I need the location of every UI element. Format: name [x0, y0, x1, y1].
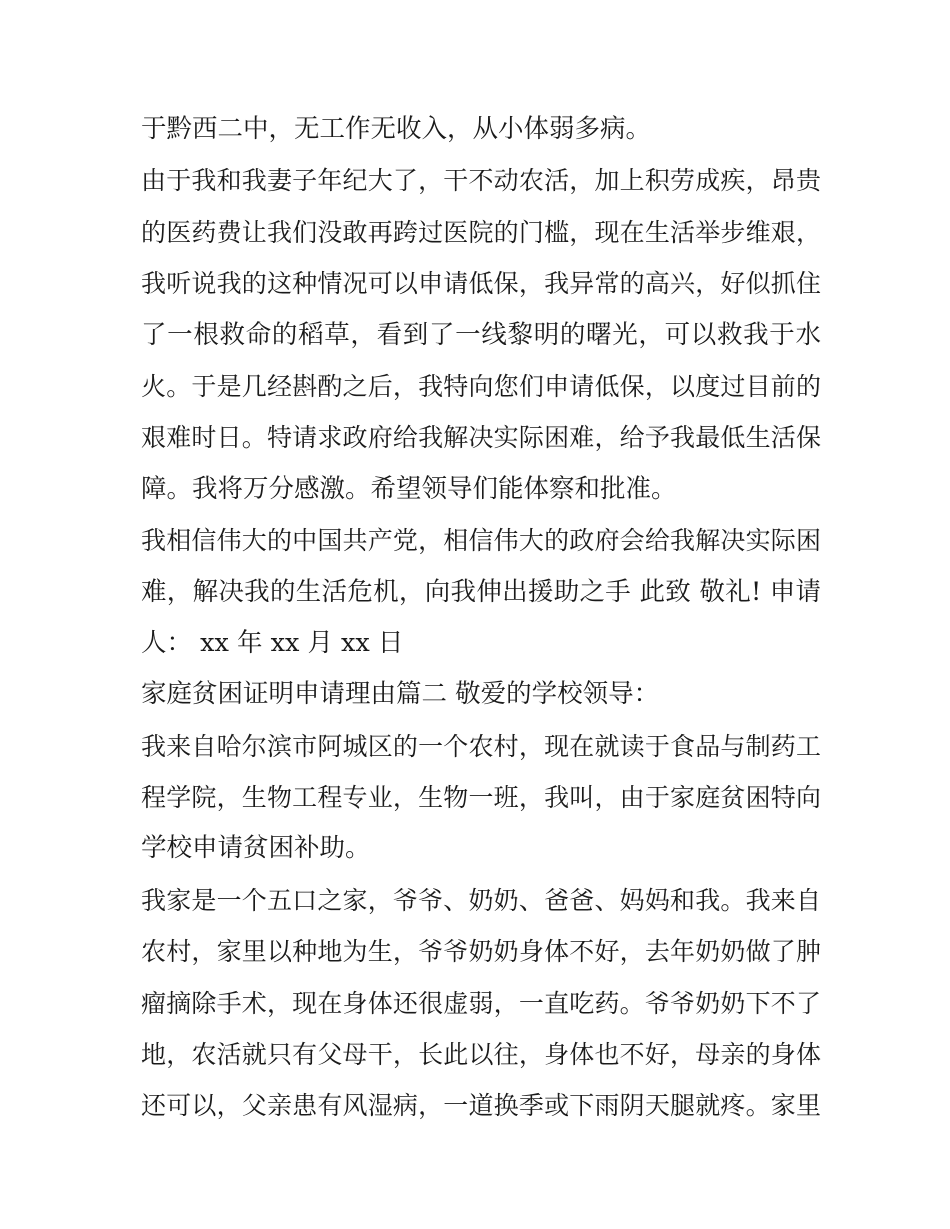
text-line: 我家是一个五口之家，爷爷、奶奶、爸爸、妈妈和我。我来自	[141, 885, 821, 915]
text-line: 于黔西二中，无工作无收入，从小体弱多病。	[141, 114, 652, 144]
text-line: 人： xx 年 xx 月 xx 日	[141, 627, 404, 658]
text-line: 我听说我的这种情况可以申请低保，我异常的高兴，好似抓住	[141, 269, 821, 299]
text-line: 农村，家里以种地为生，爷爷奶奶身体不好，去年奶奶做了肿	[141, 937, 821, 967]
text-line: 地，农活就只有父母干，长此以往，身体也不好，母亲的身体	[141, 1040, 821, 1070]
text-line: 还可以，父亲患有风湿病，一道换季或下雨阴天腿就疼。家里	[141, 1091, 821, 1121]
text-line: 了一根救命的稻草，看到了一线黎明的曙光，可以救我于水	[141, 319, 821, 350]
text-line: 的医药费让我们没敢再跨过医院的门槛，现在生活举步维艰，	[141, 217, 821, 247]
text-line: 火。于是几经斟酌之后，我特向您们申请低保，以度过目前的	[141, 371, 821, 401]
text-line: 程学院，生物工程专业，生物一班，我叫，由于家庭贫困特向	[141, 783, 821, 813]
text-line: 家庭贫困证明申请理由篇二 敬爱的学校领导：	[141, 679, 660, 710]
text-line: 艰难时日。特请求政府给我解决实际困难，给予我最低生活保	[141, 423, 821, 453]
text-line: 学校申请贫困补助。	[141, 833, 371, 864]
document-body	[141, 104, 821, 1132]
text-line: 障。我将万分感激。希望领导们能体察和批准。	[141, 473, 677, 504]
text-line: 我相信伟大的中国共产党，相信伟大的政府会给我解决实际困	[141, 526, 821, 556]
text-line: 难，解决我的生活危机，向我伸出援助之手 此致 敬礼! 申请	[141, 576, 821, 607]
text-line: 瘤摘除手术，现在身体还很虚弱，一直吃药。爷爷奶奶下不了	[141, 988, 821, 1018]
text-line: 我来自哈尔滨市阿城区的一个农村，现在就读于食品与制药工	[141, 731, 821, 761]
text-line: 由于我和我妻子年纪大了，干不动农活，加上积劳成疾，昂贵	[141, 166, 821, 196]
